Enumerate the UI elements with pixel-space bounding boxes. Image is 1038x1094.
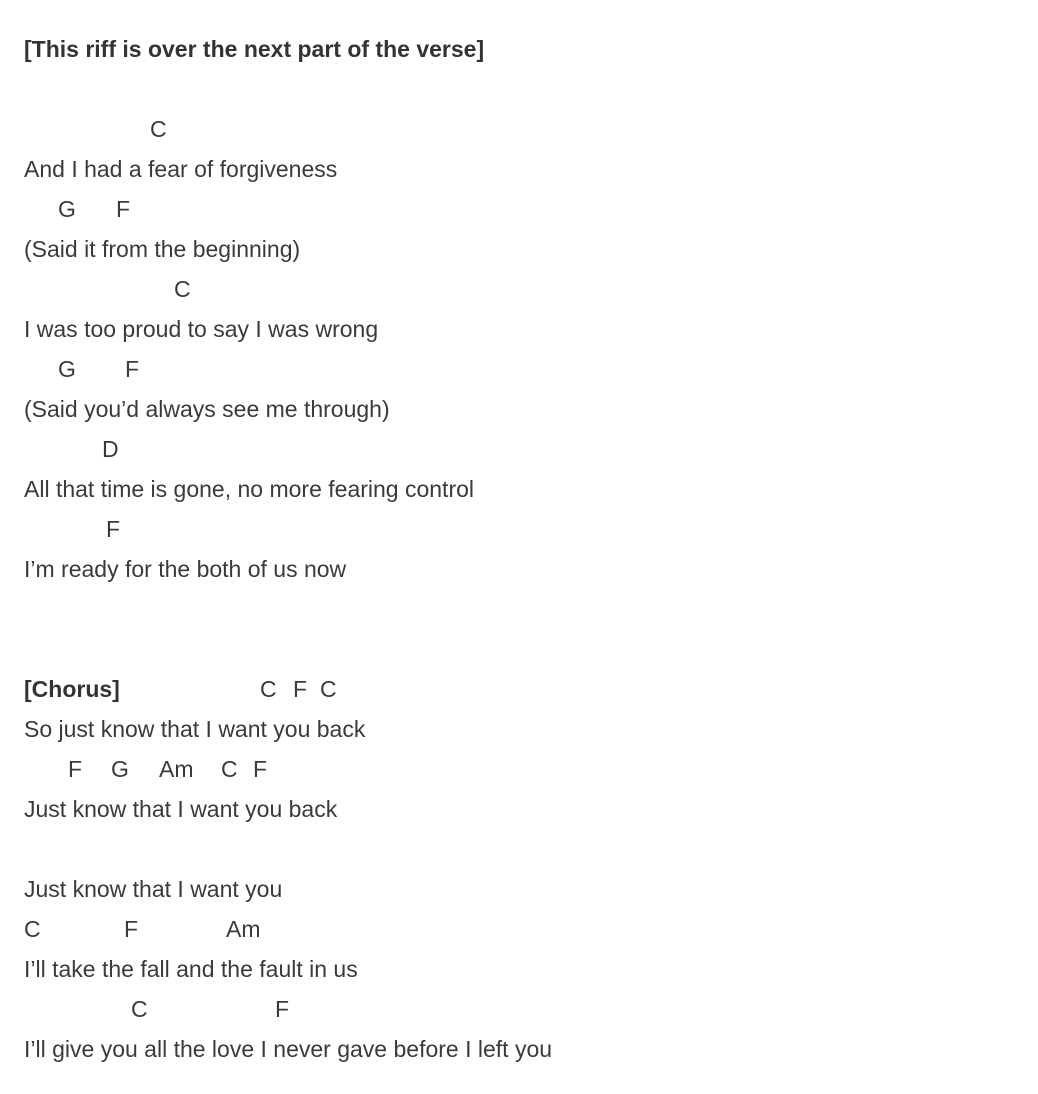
lyric-line: I’ll give you all the love I never gave before I left you — [24, 1036, 553, 1062]
chord-row — [24, 509, 924, 549]
chord-label: C — [320, 676, 337, 702]
chord-label: C — [221, 756, 238, 782]
lyric-line: And I had a fear of forgiveness — [24, 156, 338, 182]
riff-note-heading: [This riff is over the next part of the verse] — [24, 36, 485, 62]
chord-label: F — [68, 756, 83, 782]
chord-label: C — [24, 916, 41, 942]
chord-label: G — [58, 196, 76, 222]
chord-label: G — [111, 756, 129, 782]
lyric-line: I’m ready for the both of us now — [24, 556, 347, 582]
chord-label: F — [253, 756, 268, 782]
chord-label: C — [150, 116, 167, 142]
lyric-line: (Said it from the beginning) — [24, 236, 301, 262]
chord-label: C — [260, 676, 277, 702]
chord-label: F — [293, 676, 308, 702]
chord-label: C — [131, 996, 148, 1022]
chord-row — [24, 669, 924, 709]
chord-row — [24, 269, 924, 309]
chord-label: G — [58, 356, 76, 382]
chord-label: Am — [159, 756, 194, 782]
chorus-heading: [Chorus] — [24, 676, 120, 702]
chord-row — [24, 109, 924, 149]
chord-label: F — [125, 356, 140, 382]
chord-label: C — [174, 276, 191, 302]
chord-label: F — [275, 996, 290, 1022]
lyric-line: So just know that I want you back — [24, 716, 366, 742]
chord-label: F — [116, 196, 131, 222]
chord-label: F — [106, 516, 121, 542]
chord-row — [24, 189, 924, 229]
chord-row — [24, 749, 924, 789]
lyric-line: All that time is gone, no more fearing control — [24, 476, 475, 502]
chord-row — [24, 429, 924, 469]
chord-row — [24, 989, 924, 1029]
lyric-line: (Said you’d always see me through) — [24, 396, 390, 422]
lyric-line: I’ll take the fall and the fault in us — [24, 956, 358, 982]
chord-row — [24, 349, 924, 389]
chord-label: Am — [226, 916, 261, 942]
chord-row — [24, 909, 924, 949]
chord-label: F — [124, 916, 139, 942]
lyric-line: I was too proud to say I was wrong — [24, 316, 379, 342]
lyric-line: Just know that I want you back — [24, 796, 338, 822]
chord-label: D — [102, 436, 119, 462]
lyric-line: Just know that I want you — [24, 876, 283, 902]
